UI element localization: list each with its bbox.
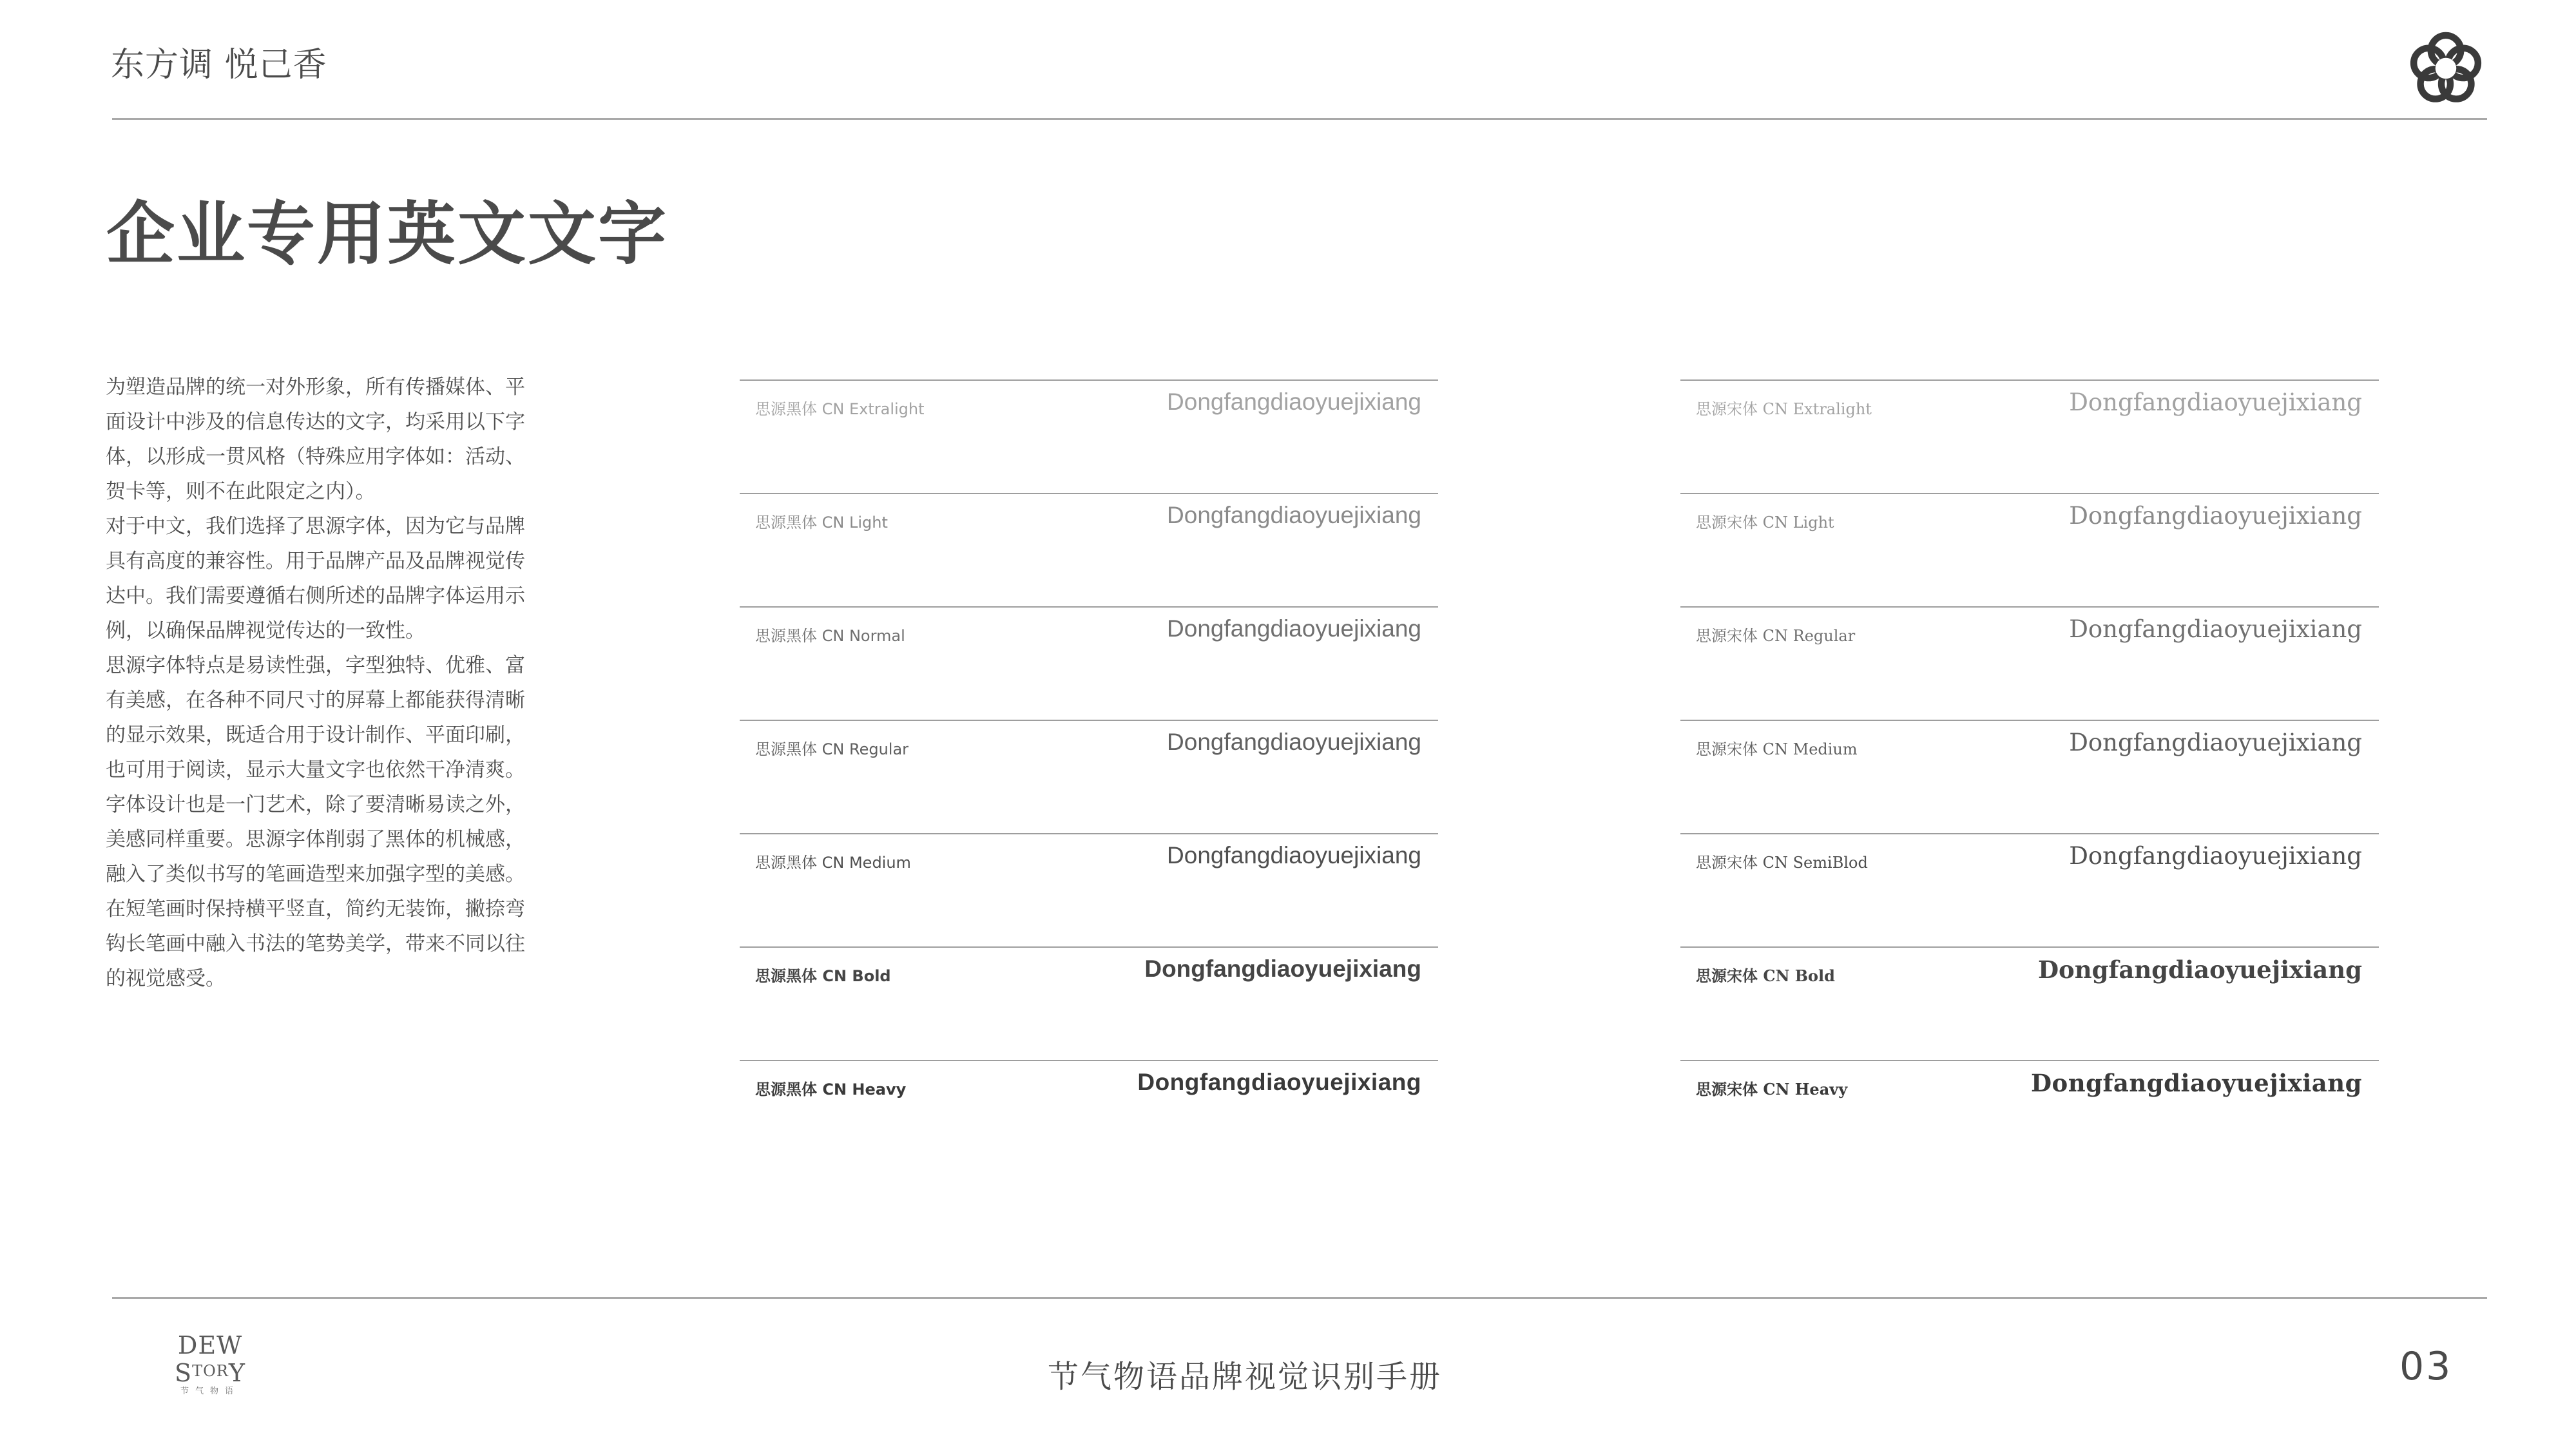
logo-letter: O [203,1362,216,1380]
font-row-sans-extralight [740,379,1438,493]
dew-story-logo [171,1332,249,1397]
brand-name: 东方调 悦己香 [111,46,327,84]
font-label: 思源黑体 CN Bold [755,967,891,985]
sans-font-list [740,379,1438,1173]
logo-letter: R [216,1362,229,1380]
font-row-sans-heavy [740,1060,1438,1173]
font-row-sans-light [740,493,1438,606]
font-label: 思源黑体 CN Heavy [755,1080,907,1099]
font-label: 思源宋体 CN Medium [1696,740,1858,758]
intro-paragraph: 思源字体特点是易读性强，字型独特、优雅、富有美感，在各种不同尺寸的屏幕上都能获得清晰的显示效果，既适合用于设计制作、平面印刷，也可用于阅读，显示大量文字也依然干净清爽。字体设计也是一门艺术，除了要清晰易读之外，美感同样重要。思源字体削弱了黑体的机械感，融入了类似书写的笔画造型来加强字型的美感。在短笔画时保持横平竖直，简约无装饰，撇捺弯钩长笔画中融入书法的笔势美学，带来不同以往的视觉感受。 [106,654,525,990]
font-label: 思源黑体 CN Medium [755,854,911,872]
font-row-sans-medium [740,833,1438,946]
font-label: 思源宋体 CN Regular [1696,627,1856,645]
font-label: 思源宋体 CN Bold [1696,966,1835,985]
font-row-sans-normal [740,606,1438,720]
font-sample: Dongfangdiaoyuejixiang [1167,729,1421,755]
intro-text [106,370,544,996]
font-row-serif-medium [1680,720,2379,833]
font-sample: Dongfangdiaoyuejixiang [1167,842,1421,868]
font-row-sans-bold [740,946,1438,1060]
intro-paragraph: 对于中文，我们选择了思源字体，因为它与品牌具有高度的兼容性。用于品牌产品及品牌视觉传达中。我们需要遵循右侧所述的品牌字体运用示例，以确保品牌视觉传达的一致性。 [106,515,525,642]
header-divider [112,118,2487,120]
font-sample: Dongfangdiaoyuejixiang [1137,1069,1421,1095]
font-sample: Dongfangdiaoyuejixiang [2069,842,2362,870]
font-sample: Dongfangdiaoyuejixiang [1144,955,1421,982]
footer-divider [112,1297,2487,1299]
font-sample: Dongfangdiaoyuejixiang [1167,389,1421,415]
page-number: 03 [2399,1344,2453,1389]
logo-letter: T [192,1362,204,1380]
logo-line-3: 节气物语 [180,1387,240,1396]
font-label: 思源黑体 CN Extralight [755,400,925,418]
page-title: 企业专用英文文字 [106,195,668,274]
font-sample: Dongfangdiaoyuejixiang [2037,955,2362,984]
logo-letter: S [175,1359,193,1387]
font-row-sans-regular [740,720,1438,833]
font-row-serif-extralight [1680,379,2379,493]
font-row-serif-semibold [1680,833,2379,946]
font-row-serif-heavy [1680,1060,2379,1173]
logo-line-1: DEW [177,1331,243,1359]
font-label: 思源黑体 CN Normal [755,627,905,645]
font-row-serif-bold [1680,946,2379,1060]
flower-logo-icon [2408,31,2483,106]
font-row-serif-regular [1680,606,2379,720]
font-sample: Dongfangdiaoyuejixiang [2069,729,2362,756]
font-label: 思源宋体 CN Extralight [1696,400,1872,418]
font-label: 思源宋体 CN Light [1696,513,1834,532]
logo-letter: Y [228,1359,245,1387]
serif-font-list [1680,379,2379,1173]
font-label: 思源宋体 CN Heavy [1696,1080,1848,1099]
font-sample: Dongfangdiaoyuejixiang [1167,615,1421,642]
logo-line-2 [171,1358,249,1386]
font-sample: Dongfangdiaoyuejixiang [2069,389,2362,416]
font-label: 思源黑体 CN Light [755,513,888,532]
font-sample: Dongfangdiaoyuejixiang [2069,615,2362,643]
font-label: 思源宋体 CN SemiBlod [1696,854,1868,872]
font-label: 思源黑体 CN Regular [755,740,909,758]
manual-title: 节气物语品牌视觉识别手册 [1048,1359,1443,1395]
font-sample: Dongfangdiaoyuejixiang [2069,502,2362,530]
font-sample: Dongfangdiaoyuejixiang [1167,502,1421,528]
intro-paragraph: 为塑造品牌的统一对外形象，所有传播媒体、平面设计中涉及的信息传达的文字，均采用以下字体，以形成一贯风格（特殊应用字体如：活动、贺卡等，则不在此限定之内）。 [106,376,525,503]
font-row-serif-light [1680,493,2379,606]
font-sample: Dongfangdiaoyuejixiang [2030,1069,2362,1097]
